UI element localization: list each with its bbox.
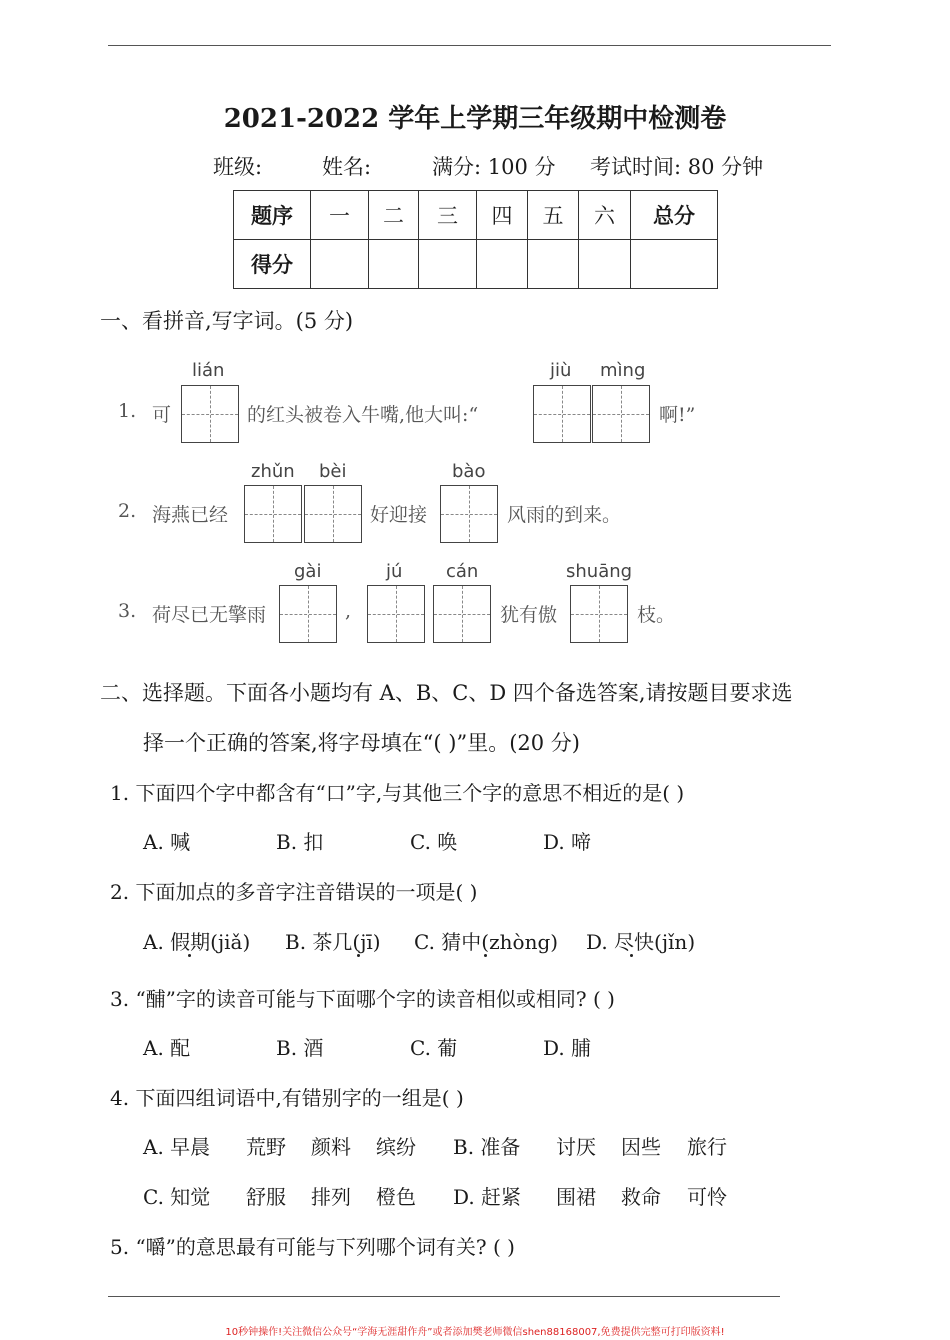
- score-header-cell: 题序: [234, 191, 311, 240]
- score-header-cell: 四: [477, 191, 528, 240]
- s2-q2-option-d[interactable]: D. 尽快(jǐn): [586, 930, 696, 954]
- score-header-cell: 六: [579, 191, 631, 240]
- s2-q1-option-b[interactable]: B. 扣: [276, 830, 324, 854]
- s1-q2-pre: 海燕已经: [152, 504, 229, 526]
- score-header-cell: 总分: [631, 191, 718, 240]
- pinyin-can: cán: [446, 561, 479, 582]
- section1-title: 一、看拼音,写字词。(5 分): [100, 309, 354, 333]
- writing-box[interactable]: [244, 485, 302, 543]
- score-header-cell: 二: [369, 191, 419, 240]
- pinyin-ju: jú: [386, 561, 403, 582]
- s2-q4-b2: 讨厌: [556, 1135, 596, 1159]
- writing-box[interactable]: [433, 585, 491, 643]
- writing-box[interactable]: [440, 485, 498, 543]
- score-table: [233, 190, 718, 289]
- s2-q1-option-c[interactable]: C. 唤: [410, 830, 458, 854]
- s2-q4-b1[interactable]: B. 准备: [453, 1135, 521, 1159]
- score-header-cell: 三: [419, 191, 477, 240]
- s2-q4-c2: 舒服: [246, 1185, 286, 1209]
- s2-q1-option-d[interactable]: D. 啼: [543, 830, 592, 854]
- s2-q2-option-b[interactable]: B. 茶几(jī): [285, 930, 381, 954]
- section2-title-line2: 择一个正确的答案,将字母填在“( )”里。(20 分): [143, 731, 580, 755]
- s2-q4-d3: 救命: [621, 1185, 661, 1209]
- s2-q4-d1[interactable]: D. 赶紧: [453, 1185, 522, 1209]
- writing-box[interactable]: [533, 385, 591, 443]
- s2-question-3: 3. “酺”字的读音可能与下面哪个字的读音相似或相同? ( ): [110, 987, 615, 1011]
- score-header-cell: 一: [311, 191, 369, 240]
- pinyin-zhun: zhǔn: [251, 461, 295, 482]
- s2-q3-option-d[interactable]: D. 脯: [543, 1036, 592, 1060]
- s2-q4-a4: 缤纷: [376, 1135, 416, 1159]
- s1-q3-comma: ,: [345, 600, 352, 622]
- pinyin-bao: bào: [452, 461, 486, 482]
- emphasis-dot: [357, 954, 360, 957]
- s2-q2-option-c[interactable]: C. 猜中(zhòng): [414, 930, 559, 954]
- s1-q2-number: 2.: [118, 500, 137, 522]
- full-score: 满分: 100 分: [432, 155, 556, 179]
- bottom-rule: [108, 1296, 780, 1297]
- score-cell[interactable]: [369, 240, 419, 289]
- score-cell[interactable]: [419, 240, 477, 289]
- s2-q2-option-a[interactable]: A. 假期(jiǎ): [143, 930, 251, 954]
- writing-box[interactable]: [367, 585, 425, 643]
- name-label: 姓名:: [322, 155, 372, 179]
- score-cell[interactable]: [528, 240, 579, 289]
- s1-q3-mid: 犹有傲: [500, 604, 558, 626]
- s2-q3-option-a[interactable]: A. 配: [143, 1036, 191, 1060]
- s1-q3-post: 枝。: [637, 604, 676, 626]
- pinyin-gai: gài: [294, 561, 322, 582]
- emphasis-dot: [630, 954, 633, 957]
- pinyin-lian: lián: [192, 360, 225, 381]
- pinyin-jiu: jiù: [550, 360, 572, 381]
- pinyin-bei: bèi: [319, 461, 347, 482]
- s2-q4-c1[interactable]: C. 知觉: [143, 1185, 211, 1209]
- score-cell[interactable]: [631, 240, 718, 289]
- s2-q4-b3: 因些: [621, 1135, 661, 1159]
- s1-q1-post: 啊!”: [659, 404, 696, 426]
- score-table-row: [234, 240, 718, 289]
- exam-time: 考试时间: 80 分钟: [590, 155, 764, 179]
- s2-q4-c4: 橙色: [376, 1185, 416, 1209]
- s1-q3-pre: 荷尽已无擎雨: [152, 604, 267, 626]
- s2-q4-a1[interactable]: A. 早晨: [143, 1135, 211, 1159]
- s2-q3-option-b[interactable]: B. 酒: [276, 1036, 324, 1060]
- s2-q1-option-a[interactable]: A. 喊: [143, 830, 191, 854]
- s2-q3-option-c[interactable]: C. 葡: [410, 1036, 458, 1060]
- writing-box[interactable]: [570, 585, 628, 643]
- s2-q4-a2: 荒野: [246, 1135, 286, 1159]
- s2-question-5: 5. “嚼”的意思最有可能与下列哪个词有关? ( ): [110, 1235, 515, 1259]
- s1-q1-mid: 的红头被卷入牛嘴,他大叫:“: [247, 404, 479, 426]
- page-title: 2021-2022 学年上学期三年级期中检测卷: [223, 104, 727, 134]
- s1-q1-number: 1.: [118, 400, 137, 422]
- s2-q4-b4: 旅行: [687, 1135, 727, 1159]
- emphasis-dot: [484, 954, 487, 957]
- footer-note: 10秒钟操作!关注微信公众号“学海无涯甜作舟”或者添加樊老师微信shen88168007,免费提供完整可打印版资料!: [225, 1327, 725, 1338]
- s2-question-2: 2. 下面加点的多音字注音错误的一项是( ): [110, 880, 478, 904]
- score-cell[interactable]: [311, 240, 369, 289]
- s1-q2-mid: 好迎接: [370, 504, 428, 526]
- score-header-cell: 五: [528, 191, 579, 240]
- s1-q3-number: 3.: [118, 600, 137, 622]
- s2-q4-d2: 围裙: [556, 1185, 596, 1209]
- score-cell[interactable]: [477, 240, 528, 289]
- s2-q4-c3: 排列: [311, 1185, 351, 1209]
- writing-box[interactable]: [592, 385, 650, 443]
- pinyin-shuang: shuāng: [566, 561, 633, 582]
- score-table-header-row: [234, 191, 718, 240]
- section2-title-line1: 二、选择题。下面各小题均有 A、B、C、D 四个备选答案,请按题目要求选: [100, 681, 793, 705]
- emphasis-dot: [188, 954, 191, 957]
- s2-q4-d4: 可怜: [687, 1185, 727, 1209]
- writing-box[interactable]: [304, 485, 362, 543]
- top-rule: [108, 45, 831, 46]
- s1-q1-pre: 可: [152, 404, 172, 426]
- s2-q4-a3: 颜料: [311, 1135, 351, 1159]
- score-cell[interactable]: [579, 240, 631, 289]
- writing-box[interactable]: [181, 385, 239, 443]
- class-label: 班级:: [213, 155, 263, 179]
- pinyin-ming: mìng: [600, 360, 646, 381]
- s1-q2-post: 风雨的到来。: [507, 504, 622, 526]
- s2-question-4: 4. 下面四组词语中,有错别字的一组是( ): [110, 1086, 464, 1110]
- s2-question-1: 1. 下面四个字中都含有“口”字,与其他三个字的意思不相近的是( ): [110, 781, 685, 805]
- writing-box[interactable]: [279, 585, 337, 643]
- score-row-label: 得分: [234, 240, 311, 289]
